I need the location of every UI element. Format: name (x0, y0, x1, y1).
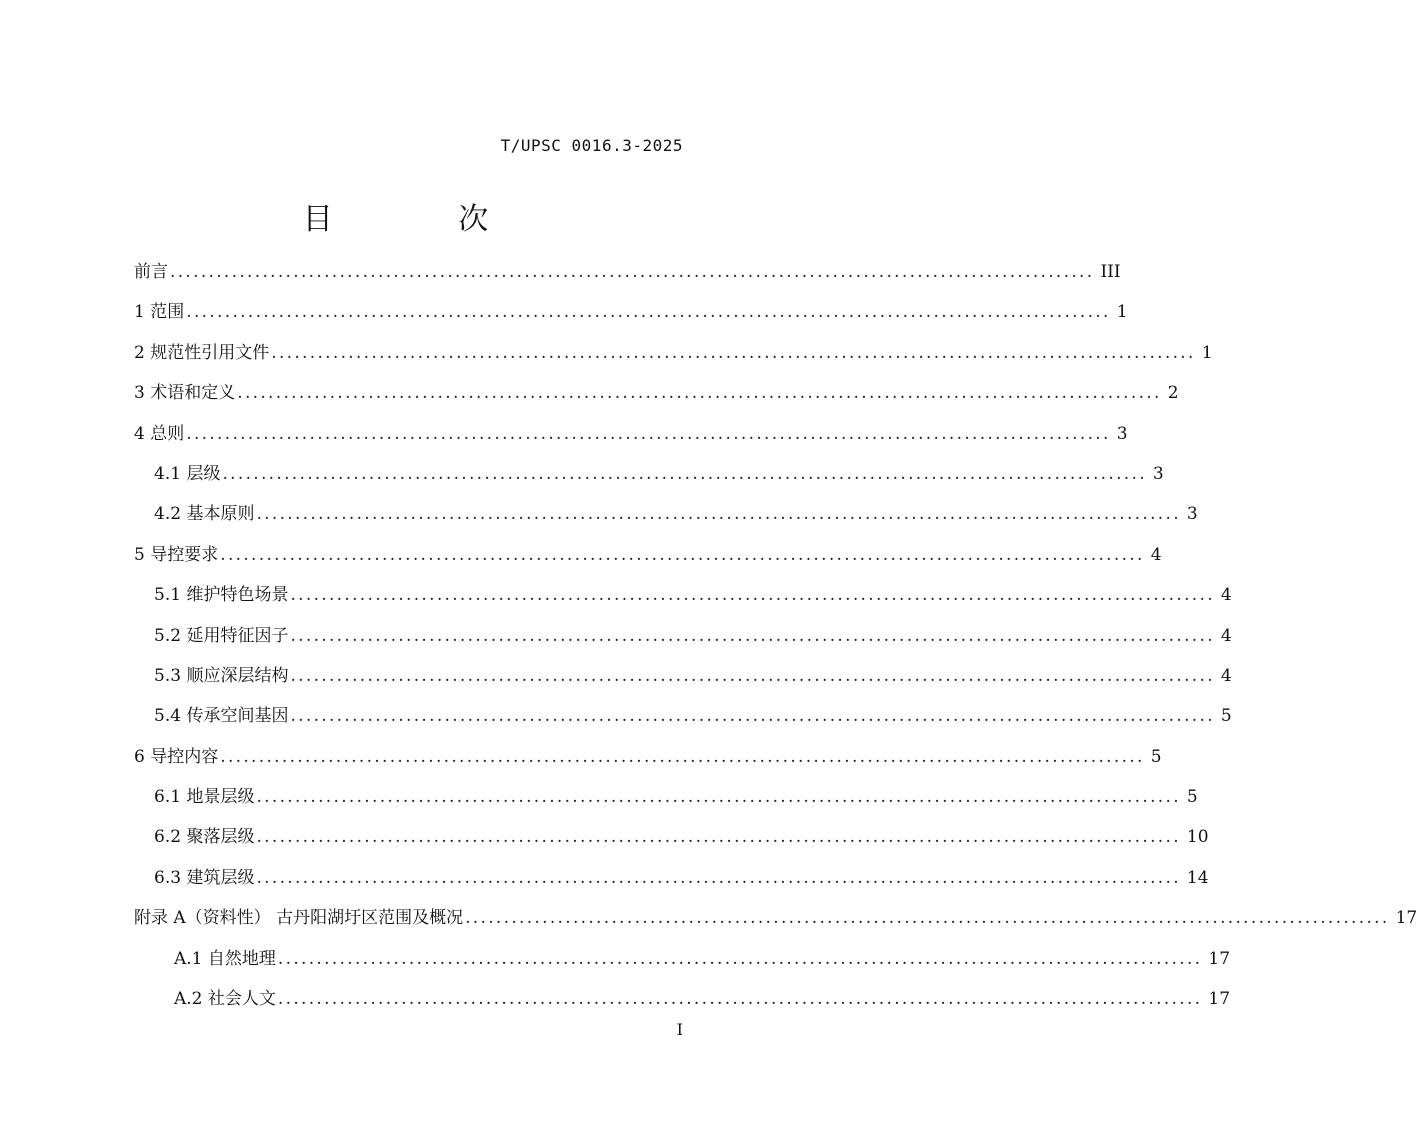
toc-entry-page: 17 (1208, 948, 1231, 969)
toc-entry-label: 附录 A（资料性） 古丹阳湖圩区范围及概况 (134, 908, 464, 929)
toc-entry[interactable] (134, 817, 1209, 857)
toc-entry[interactable] (134, 696, 1232, 736)
toc-entry[interactable] (134, 292, 1128, 332)
toc-leader-dots: ........................................................................................................................ (186, 302, 1111, 323)
toc-leader-dots: ........................................................................................................................ (277, 948, 1203, 969)
toc-entry[interactable] (134, 898, 1417, 938)
toc-entry-page: 3 (1152, 463, 1164, 484)
toc-leader-dots: ........................................................................................................................ (186, 423, 1111, 444)
toc-leader-dots: ........................................................................................................................ (271, 342, 1196, 363)
toc-entry-label: A.1 自然地理 (174, 948, 276, 969)
toc-leader-dots: ........................................................................................................................ (277, 989, 1203, 1010)
toc-entry-page: 17 (1395, 908, 1417, 929)
toc-entry[interactable] (134, 656, 1232, 696)
toc-entry[interactable] (134, 939, 1231, 979)
toc-entry-label: 6.3 建筑层级 (154, 867, 255, 888)
toc-entry-page: III (1100, 262, 1121, 282)
toc-entry-page: 5 (1220, 706, 1232, 727)
toc-leader-dots: ........................................................................................................................ (222, 463, 1147, 484)
toc-entry[interactable] (134, 737, 1162, 777)
toc-leader-dots: ........................................................................................................................ (256, 827, 1181, 848)
toc-entry-label: 4.1 层级 (154, 463, 221, 484)
toc-leader-dots: ........................................................................................................................ (290, 585, 1215, 606)
toc-leader-dots: ........................................................................................................................ (237, 383, 1162, 404)
toc-entry-page: 2 (1167, 383, 1179, 404)
toc-entry-page: 1 (1201, 342, 1213, 363)
toc-entry-label: 5.4 传承空间基因 (154, 706, 289, 727)
toc-entry[interactable] (134, 535, 1162, 575)
toc-entry[interactable] (134, 858, 1209, 898)
toc-leader-dots: ........................................................................................................................ (220, 746, 1145, 767)
toc-entry-label: A.2 社会人文 (174, 989, 276, 1010)
toc-entry-label: 5.2 延用特征因子 (154, 625, 289, 646)
toc-entry-label: 4.2 基本原则 (154, 504, 255, 525)
table-of-contents (134, 252, 1417, 1019)
toc-entry-label: 6.2 聚落层级 (154, 827, 255, 848)
toc-entry-page: 4 (1150, 544, 1162, 565)
toc-entry-label: 前言 (134, 262, 168, 282)
toc-leader-dots: ........................................................................................................................ (290, 665, 1215, 686)
toc-leader-dots: ........................................................................................................................ (465, 908, 1390, 929)
toc-entry[interactable] (134, 414, 1128, 454)
toc-leader-dots: ........................................................................................................................ (290, 625, 1215, 646)
toc-leader-dots: ........................................................................................................................ (290, 706, 1215, 727)
toc-leader-dots: ........................................................................................................................ (256, 867, 1181, 888)
toc-entry-page: 5 (1150, 746, 1162, 767)
toc-entry-label: 4 总则 (134, 423, 185, 444)
toc-entry-label: 5.1 维护特色场景 (154, 585, 289, 606)
toc-entry-page: 4 (1220, 625, 1232, 646)
toc-leader-dots: ........................................................................................................................ (220, 544, 1145, 565)
toc-entry-page: 1 (1116, 302, 1128, 323)
toc-entry-page: 4 (1220, 665, 1232, 686)
toc-entry-label: 2 规范性引用文件 (134, 342, 270, 363)
toc-entry-label: 3 术语和定义 (134, 383, 236, 404)
toc-leader-dots: ........................................................................................................................ (256, 787, 1181, 808)
toc-entry-label: 6 导控内容 (134, 746, 219, 767)
toc-entry-page: 5 (1186, 787, 1198, 808)
toc-entry[interactable] (134, 979, 1231, 1019)
toc-entry[interactable] (134, 616, 1232, 656)
page-title: 目 次 (302, 202, 547, 237)
toc-entry-page: 10 (1186, 827, 1209, 848)
toc-entry-page: 17 (1208, 989, 1231, 1010)
toc-entry-page: 4 (1220, 585, 1232, 606)
toc-entry-label: 6.1 地景层级 (154, 787, 255, 808)
toc-leader-dots: ........................................................................................................................ (170, 262, 1095, 282)
toc-entry[interactable] (134, 777, 1198, 817)
toc-entry-page: 14 (1186, 867, 1209, 888)
toc-entry-page: 3 (1116, 423, 1128, 444)
toc-entry[interactable] (134, 333, 1213, 373)
toc-entry[interactable] (134, 494, 1198, 534)
toc-leader-dots: ........................................................................................................................ (256, 504, 1181, 525)
toc-entry[interactable] (134, 454, 1164, 494)
toc-entry-label: 5.3 顺应深层结构 (154, 665, 289, 686)
toc-entry-label: 5 导控要求 (134, 544, 219, 565)
toc-entry-label: 1 范围 (134, 302, 185, 323)
toc-entry[interactable] (134, 252, 1121, 292)
toc-entry[interactable] (134, 575, 1232, 615)
page-number: I (676, 1020, 683, 1039)
toc-entry-page: 3 (1186, 504, 1198, 525)
toc-entry[interactable] (134, 373, 1179, 413)
standard-code: T/UPSC 0016.3-2025 (500, 136, 683, 155)
